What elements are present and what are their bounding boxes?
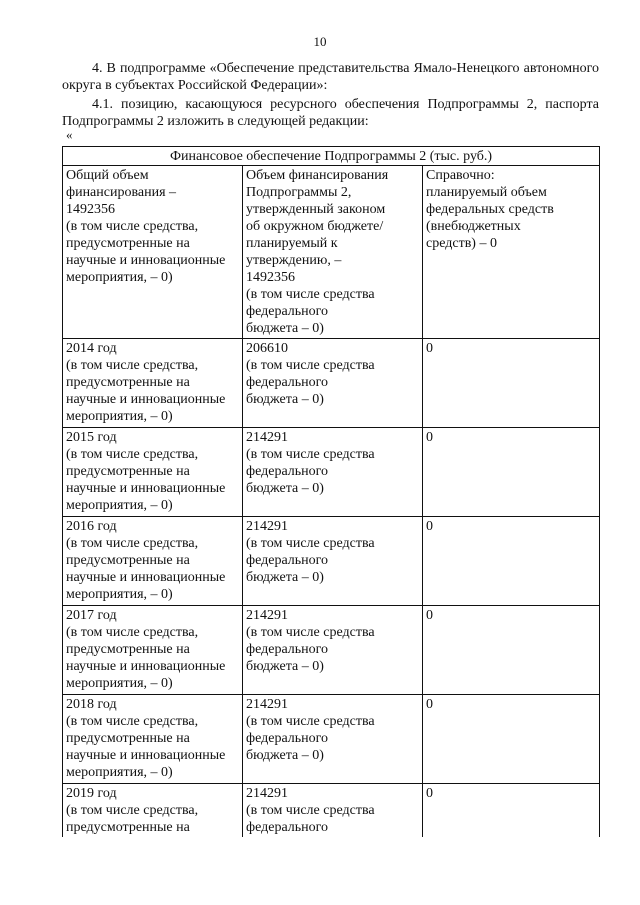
financing-table <box>62 146 600 837</box>
year-cell: 2018 год (в том числе средства, предусмотренные на научные и инновационные мероприятия, – 0) <box>63 695 243 784</box>
year-cell: 2015 год (в том числе средства, предусмотренные на научные и инновационные мероприятия, – 0) <box>63 428 243 517</box>
reference-cell: 0 <box>423 428 600 517</box>
header-reference-federal: Справочно: планируемый объем федеральных средств (внебюджетных средств) – 0 <box>423 166 600 339</box>
year-cell: 2017 год (в том числе средства, предусмотренные на научные и инновационные мероприятия, – 0) <box>63 606 243 695</box>
reference-cell: 0 <box>423 339 600 428</box>
reference-cell: 0 <box>423 784 600 838</box>
reference-cell: 0 <box>423 695 600 784</box>
amount-cell: 214291 (в том числе средства федерального бюджета – 0) <box>243 517 423 606</box>
table-row-2017 <box>63 606 600 695</box>
amount-cell: 214291 (в том числе средства федерального бюджета – 0) <box>243 695 423 784</box>
table-row-2014 <box>63 339 600 428</box>
year-cell: 2014 год (в том числе средства, предусмотренные на научные и инновационные мероприятия, – 0) <box>63 339 243 428</box>
opening-quote-mark: « <box>66 127 73 142</box>
table-row-2018 <box>63 695 600 784</box>
year-cell: 2019 год (в том числе средства, предусмотренные на <box>63 784 243 838</box>
header-approved-financing: Объем финансирования Подпрограммы 2, утвержденный законом об окружном бюджете/ планируемый к утверждению, – 1492356 (в том числе средства федерального бюджета – 0) <box>243 166 423 339</box>
table-row-2016 <box>63 517 600 606</box>
year-cell: 2016 год (в том числе средства, предусмотренные на научные и инновационные мероприятия, – 0) <box>63 517 243 606</box>
paragraph-subprogram-intro: 4. В подпрограмме «Обеспечение представительства Ямало-Ненецкого автономного округа в субъектах Российской Федерации»: <box>62 61 599 93</box>
paragraph-resource-position: 4.1. позицию, касающуюся ресурсного обеспечения Подпрограммы 2, паспорта Подпрограммы 2 изложить в следующей редакции: <box>62 97 599 129</box>
reference-cell: 0 <box>423 606 600 695</box>
amount-cell: 214291 (в том числе средства федерального бюджета – 0) <box>243 606 423 695</box>
table-row-2015 <box>63 428 600 517</box>
reference-cell: 0 <box>423 517 600 606</box>
table-header-row <box>63 166 600 339</box>
amount-cell: 214291 (в том числе средства федерального <box>243 784 423 838</box>
page-number: 10 <box>313 34 327 49</box>
table-title: Финансовое обеспечение Подпрограммы 2 (тыс. руб.) <box>63 147 600 166</box>
header-total-financing: Общий объем финансирования – 1492356 (в том числе средства, предусмотренные на научные и инновационные мероприятия, – 0) <box>63 166 243 339</box>
amount-cell: 206610 (в том числе средства федерального бюджета – 0) <box>243 339 423 428</box>
amount-cell: 214291 (в том числе средства федерального бюджета – 0) <box>243 428 423 517</box>
table-row-2019 <box>63 784 600 838</box>
